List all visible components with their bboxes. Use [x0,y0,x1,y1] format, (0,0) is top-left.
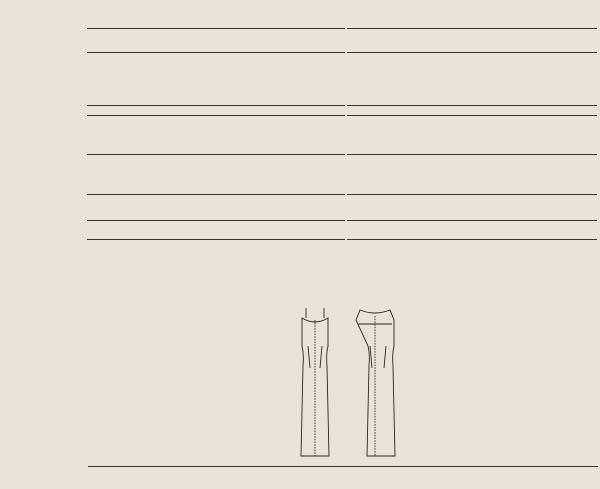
view-a-back-drawing [301,308,329,456]
view-b-back-drawing [356,310,395,456]
back-view-drawings [290,306,410,466]
vertical-strip [0,0,84,489]
footer [88,468,598,486]
